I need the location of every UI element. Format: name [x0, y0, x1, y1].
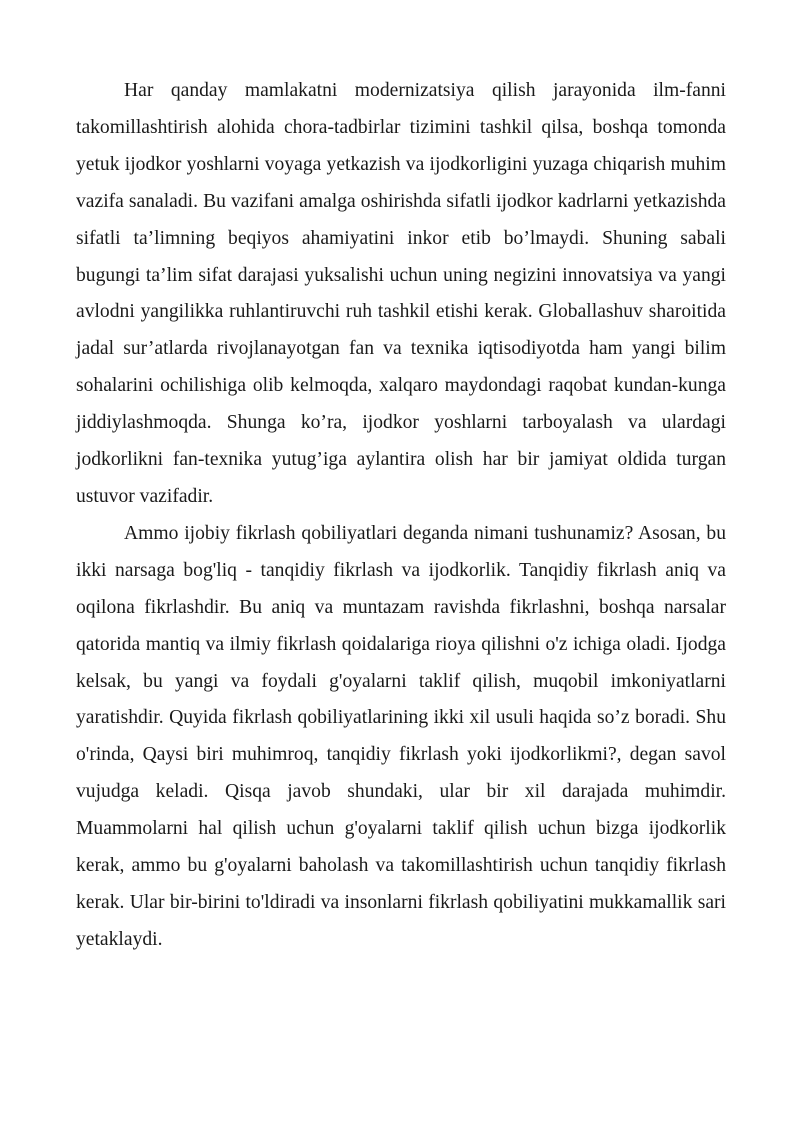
document-page [76, 73, 726, 959]
paragraph-thinking-skills: Ammo ijobiy fikrlash qobiliyatlari deganda nimani tushunamiz? Asosan, bu ikki narsaga bog'liq - tanqidiy fikrlash va ijodkorlik. Tanqidiy fikrlash aniq va oqilona fikrlashdir. Bu aniq va muntazam ravishda fikrlashni, boshqa narsalar qatorida mantiq va ilmiy fikrlash qoidalariga rioya qilishni o'z ichiga oladi. Ijodga kelsak, bu yangi va foydali g'oyalarni taklif qilish, muqobil imkoniyatlarni yaratishdir. Quyida fikrlash qobiliyatlarining ikki xil usuli haqida so’z boradi. Shu o'rinda, Qaysi biri muhimroq, tanqidiy fikrlash yoki ijodkorlikmi?, degan savol vujudga keladi. Qisqa javob shundaki, ular bir xil darajada muhimdir. Muammolarni hal qilish uchun g'oyalarni taklif qilish uchun bizga ijodkorlik kerak, ammo bu g'oyalarni baholash va takomillashtirish uchun tanqidiy fikrlash kerak. Ular bir-birini to'ldiradi va insonlarni fikrlash qobiliyatini mukkamallik sari yetaklaydi. [76, 522, 726, 950]
paragraph-modernization: Har qanday mamlakatni modernizatsiya qilish jarayonida ilm-fanni takomillashtirish alohida chora-tadbirlar tizimini tashkil qilsa, boshqa tomonda yetuk ijodkor yoshlarni voyaga yetkazish va ijodkorligini yuzaga chiqarish muhim vazifa sanaladi. Bu vazifani amalga oshirishda sifatli ijodkor kadrlarni yetkazishda sifatli ta’limning beqiyos ahamiyatini inkor etib bo’lmaydi. Shuning sabali bugungi ta’lim sifat darajasi yuksalishi uchun uning negizini innovatsiya va yangi avlodni yangilikka ruhlantiruvchi ruh tashkil etishi kerak. Globallashuv sharoitida jadal sur’atlarda rivojlanayotgan fan va texnika iqtisodiyotda ham yangi bilim sohalarini ochilishiga olib kelmoqda, xalqaro maydondagi raqobat kundan-kunga jiddiylashmoqda. Shunga ko’ra, ijodkor yoshlarni tarboyalash va ulardagi jodkorlikni fan-texnika yutug’iga aylantira olish har bir jamiyat oldida turgan ustuvor vazifadir. [76, 80, 726, 507]
